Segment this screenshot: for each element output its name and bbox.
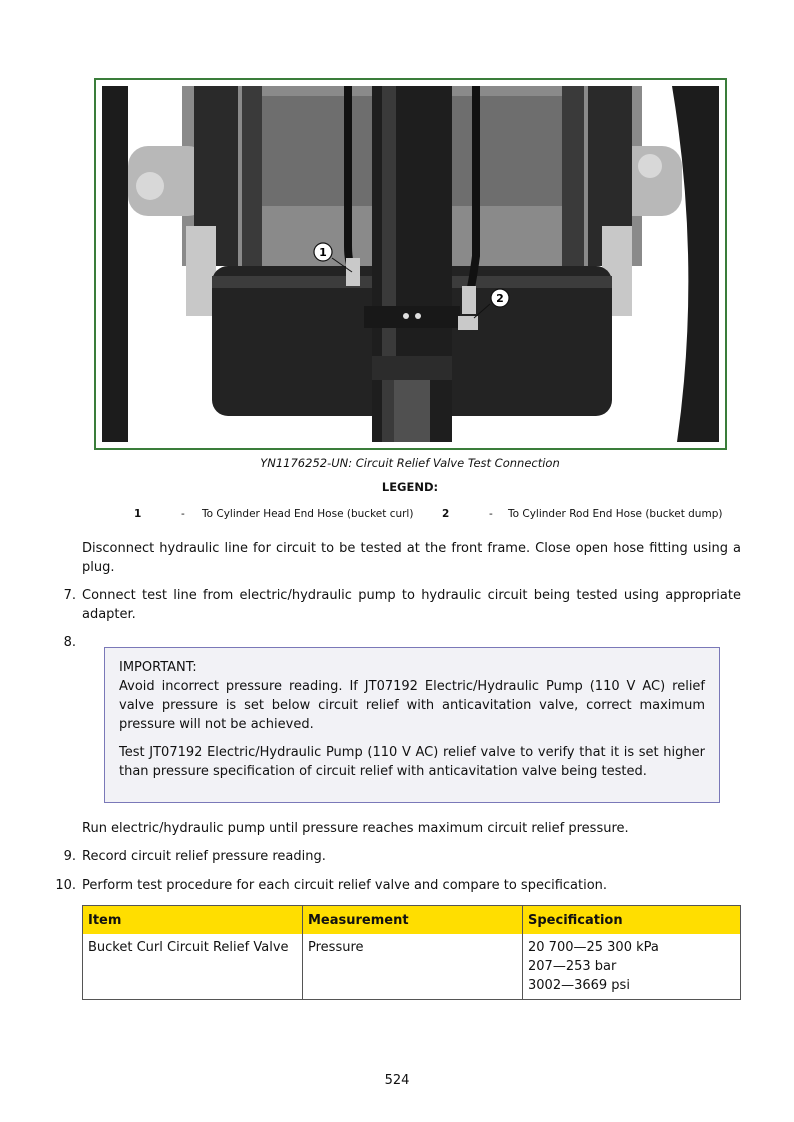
legend-item-2-dash: - (489, 508, 493, 520)
legend-item-1-text: To Cylinder Head End Hose (bucket curl) (202, 508, 414, 520)
intro-step-text: Disconnect hydraulic line for circuit to be tested at the front frame. Close open hose fitting using a plug. (82, 541, 741, 575)
step-9-number: 9. (63, 849, 76, 864)
callout-2: 2 (496, 292, 504, 305)
step-7-number: 7. (63, 588, 76, 603)
step-9-text: Record circuit relief pressure reading. (82, 849, 326, 864)
cell-item: Bucket Curl Circuit Relief Valve (83, 934, 303, 1000)
header-measurement: Measurement (303, 906, 523, 935)
legend-item-1-dash: - (181, 508, 185, 520)
important-label: IMPORTANT: (119, 660, 197, 675)
legend-item-1-number: 1 (134, 508, 142, 520)
after-step-8-text: Run electric/hydraulic pump until pressure reaches maximum circuit relief pressure. (82, 821, 629, 836)
figure-frame (94, 78, 727, 450)
cell-measurement: Pressure (303, 934, 523, 1000)
table-header-row (83, 906, 741, 935)
step-8-number: 8. (63, 635, 76, 650)
header-item: Item (83, 906, 303, 935)
step-10-text: Perform test procedure for each circuit relief valve and compare to specification. (82, 878, 608, 893)
spec-psi: 3002—3669 psi (528, 978, 630, 993)
spec-bar: 207—253 bar (528, 959, 617, 974)
header-specification: Specification (523, 906, 741, 935)
step-7-text: Connect test line from electric/hydraulic pump to hydraulic circuit being tested using appropriate adapter. (82, 588, 741, 622)
important-notice (104, 647, 720, 803)
cell-specification (523, 934, 741, 1000)
legend-item-2-number: 2 (442, 508, 450, 520)
table-row (83, 934, 741, 1000)
important-paragraph-2: Test JT07192 Electric/Hydraulic Pump (110 V AC) relief valve to verify that it is set higher than pressure specification of circuit relief with anticavitation valve being tested. (119, 745, 705, 779)
callout-1: 1 (319, 246, 327, 259)
hydraulic-cylinder-illustration (102, 86, 719, 442)
page-number: 524 (384, 1073, 410, 1088)
spec-kpa: 20 700—25 300 kPa (528, 940, 659, 955)
legend-title: LEGEND: (381, 480, 439, 494)
important-paragraph-1: Avoid incorrect pressure reading. If JT07192 Electric/Hydraulic Pump (110 V AC) relief valve pressure is set below circuit relief with anticavitation valve, correct maximum pressure will not be achieved. (119, 679, 705, 732)
figure-caption: YN1176252-UN: Circuit Relief Valve Test Connection (260, 456, 560, 470)
step-10-number: 10. (55, 878, 76, 893)
legend-item-2-text: To Cylinder Rod End Hose (bucket dump) (508, 508, 723, 520)
specification-table (82, 905, 741, 1000)
